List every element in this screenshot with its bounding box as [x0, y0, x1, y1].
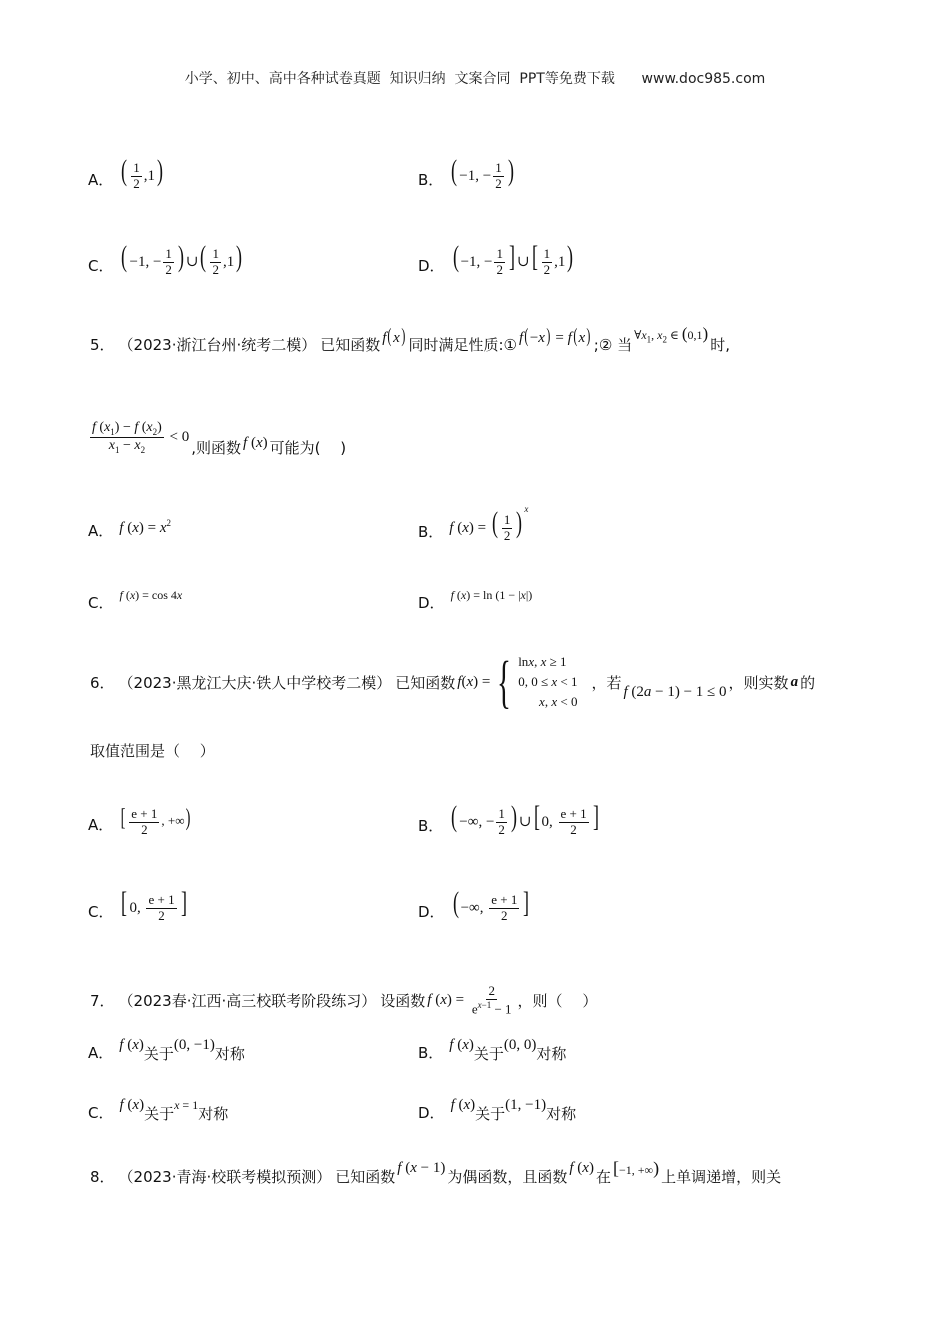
q6-option-b: [418, 802, 601, 838]
option-label: C．: [88, 594, 114, 612]
option-expr: f (x): [119, 1097, 145, 1113]
option-expr: ( $\frac{1}{2}$ ,1): [121, 154, 164, 192]
prev-option-d: [418, 242, 575, 278]
math-fx-minus-1: f (x − 1): [397, 1160, 446, 1176]
question-text: ，则实数: [728, 673, 789, 692]
option-text: 对称: [198, 1105, 229, 1123]
option-label: A．: [88, 1044, 114, 1062]
option-label: B．: [418, 171, 444, 189]
question-text: 取值范围是（ ）: [90, 742, 215, 760]
q7-option-d: [418, 1097, 577, 1125]
question-text: 上单调递增，则关: [661, 1168, 782, 1186]
option-label: D．: [418, 1104, 445, 1122]
question-text: 为偶函数，且函数: [447, 1168, 568, 1186]
option-expr: ( −∞, − $\frac{1}{2}$ ) ∪[ 0, $\frac{e + 1}{2}$ ]: [451, 800, 599, 838]
q7-option-b: [418, 1037, 567, 1065]
q6-option-c: [88, 888, 189, 924]
math-fx: f(x): [382, 325, 406, 347]
q6-option-d: [418, 888, 531, 924]
option-expr: ( −1, − $\frac{1}{2}$ ): [451, 154, 514, 192]
q7-option-c: [88, 1097, 229, 1125]
option-text: 关于: [473, 1045, 504, 1063]
math-monotone-condition: $\frac{f (x_1) - f (x_2)}{x_1 - x_2}$ < 0: [92, 420, 190, 455]
option-label: D．: [418, 903, 445, 921]
option-label: A．: [88, 171, 114, 189]
question-6-stem-line2: [88, 740, 217, 761]
question-text: 可能为( ): [269, 439, 347, 458]
option-expr: f (x) = ln (1 − |x|): [450, 588, 533, 602]
option-expr: f (x): [119, 1037, 144, 1053]
question-source: （2023春·江西·高三校联考阶段练习）: [118, 992, 377, 1011]
q5-option-d: [418, 588, 533, 615]
option-label: B．: [418, 523, 444, 541]
q6-option-a: [88, 806, 192, 837]
option-label: A．: [88, 522, 114, 540]
question-7-stem: [88, 984, 599, 1017]
option-label: C．: [88, 257, 114, 275]
math-function: f (x) = $\frac{2}{e^{x-1} - 1}$: [427, 983, 512, 1017]
q5-option-b: [418, 504, 529, 544]
question-number: 8．: [90, 1168, 115, 1186]
question-source: （2023·黑龙江大庆·铁人中学校考二模）: [118, 673, 392, 692]
question-5-stem: [88, 324, 732, 355]
variable-a: a: [790, 673, 799, 690]
question-8-stem: [88, 1158, 783, 1187]
question-text: 已知函数: [320, 336, 381, 354]
option-text: 对称: [536, 1045, 567, 1063]
prev-option-c: [88, 242, 244, 278]
question-number: 5．: [90, 336, 115, 354]
q5-option-a: [88, 520, 171, 543]
question-text: 同时满足性质:①: [408, 336, 517, 354]
question-text: 时,: [710, 336, 730, 354]
question-number: 7．: [90, 992, 115, 1011]
option-expr: ( −1, − $\frac{1}{2}$ ] ∪[ $\frac{1}{2}$ ,1): [452, 240, 574, 278]
math-forall: $\forall x_1$, $x_2$ ∈ (0,1): [634, 324, 709, 345]
option-text: 对称: [214, 1045, 245, 1063]
option-label: C．: [88, 1104, 114, 1122]
question-text: ;② 当: [593, 336, 633, 354]
option-label: D．: [418, 594, 445, 612]
math-even-property: f(−x) = f(x): [518, 325, 591, 347]
question-text: 已知函数: [335, 1168, 396, 1186]
option-expr: ( −1, − $\frac{1}{2}$ ) ∪( $\frac{1}{2}$ ,1): [121, 240, 243, 278]
question-text: 设函数: [380, 992, 426, 1011]
q5-option-c: [88, 588, 183, 615]
question-number: 6．: [90, 673, 115, 692]
option-text: 关于: [143, 1045, 174, 1063]
math-piecewise: f ( x ) = { lnx, x ≥ 1 0, 0 ≤ x < 1 x, x < 0: [457, 649, 578, 714]
prev-option-a: [88, 156, 165, 192]
question-text: ，则（ ）: [517, 992, 598, 1011]
question-text: 的: [800, 673, 816, 692]
option-expr: f $(x) = x^2$: [119, 518, 171, 536]
math-fx: f (x): [243, 435, 268, 452]
math-var-a: [791, 674, 799, 691]
page-header: 小学、初中、高中各种试卷真题 知识归纳 文案合同 PPT等免费下载 www.doc985.com: [184, 71, 766, 87]
question-text: 在: [595, 1168, 611, 1186]
option-expr: x = 1: [174, 1098, 199, 1112]
option-expr: f (x) = ( $\frac{1}{2}$ ) $^x$: [449, 504, 529, 544]
question-text: 已知函数: [395, 673, 456, 692]
question-source: （2023·浙江台州·统考二模）: [118, 336, 317, 354]
option-label: D．: [418, 257, 445, 275]
option-expr: f (x): [449, 1037, 474, 1053]
option-expr: (0, −1): [173, 1037, 215, 1053]
option-text: 关于: [475, 1105, 506, 1123]
question-6-stem: [88, 649, 817, 714]
question-text: ,则函数: [191, 439, 242, 458]
option-text: 对称: [546, 1105, 577, 1123]
option-expr: (0, 0): [503, 1037, 537, 1053]
option-expr: (1, −1): [505, 1097, 547, 1113]
question-text: ，若: [591, 673, 622, 692]
option-expr: f (x) = cos 4x: [119, 588, 183, 602]
prev-option-b: [418, 156, 516, 192]
q7-option-a: [88, 1037, 245, 1065]
question-5-stem-line2: [88, 420, 348, 458]
option-expr: [ 0, $\frac{e + 1}{2}$ ]: [121, 886, 187, 924]
option-label: A．: [88, 816, 114, 835]
option-text: 关于: [144, 1105, 175, 1123]
option-label: B．: [418, 1044, 444, 1062]
question-source: （2023·青海·校联考模拟预测）: [118, 1168, 332, 1186]
option-expr: ( −∞, $\frac{e + 1}{2}$ ]: [452, 886, 530, 924]
option-expr: [ $\frac{e + 1}{2}$ , +∞): [120, 805, 191, 837]
option-label: B．: [418, 817, 444, 835]
math-interval: [−1, +∞): [612, 1158, 660, 1178]
option-expr: f (x): [450, 1097, 476, 1113]
option-label: C．: [88, 903, 114, 921]
math-condition: f (2a − 1) − 1 ≤ 0: [623, 683, 727, 700]
math-fx: f (x): [569, 1160, 594, 1176]
